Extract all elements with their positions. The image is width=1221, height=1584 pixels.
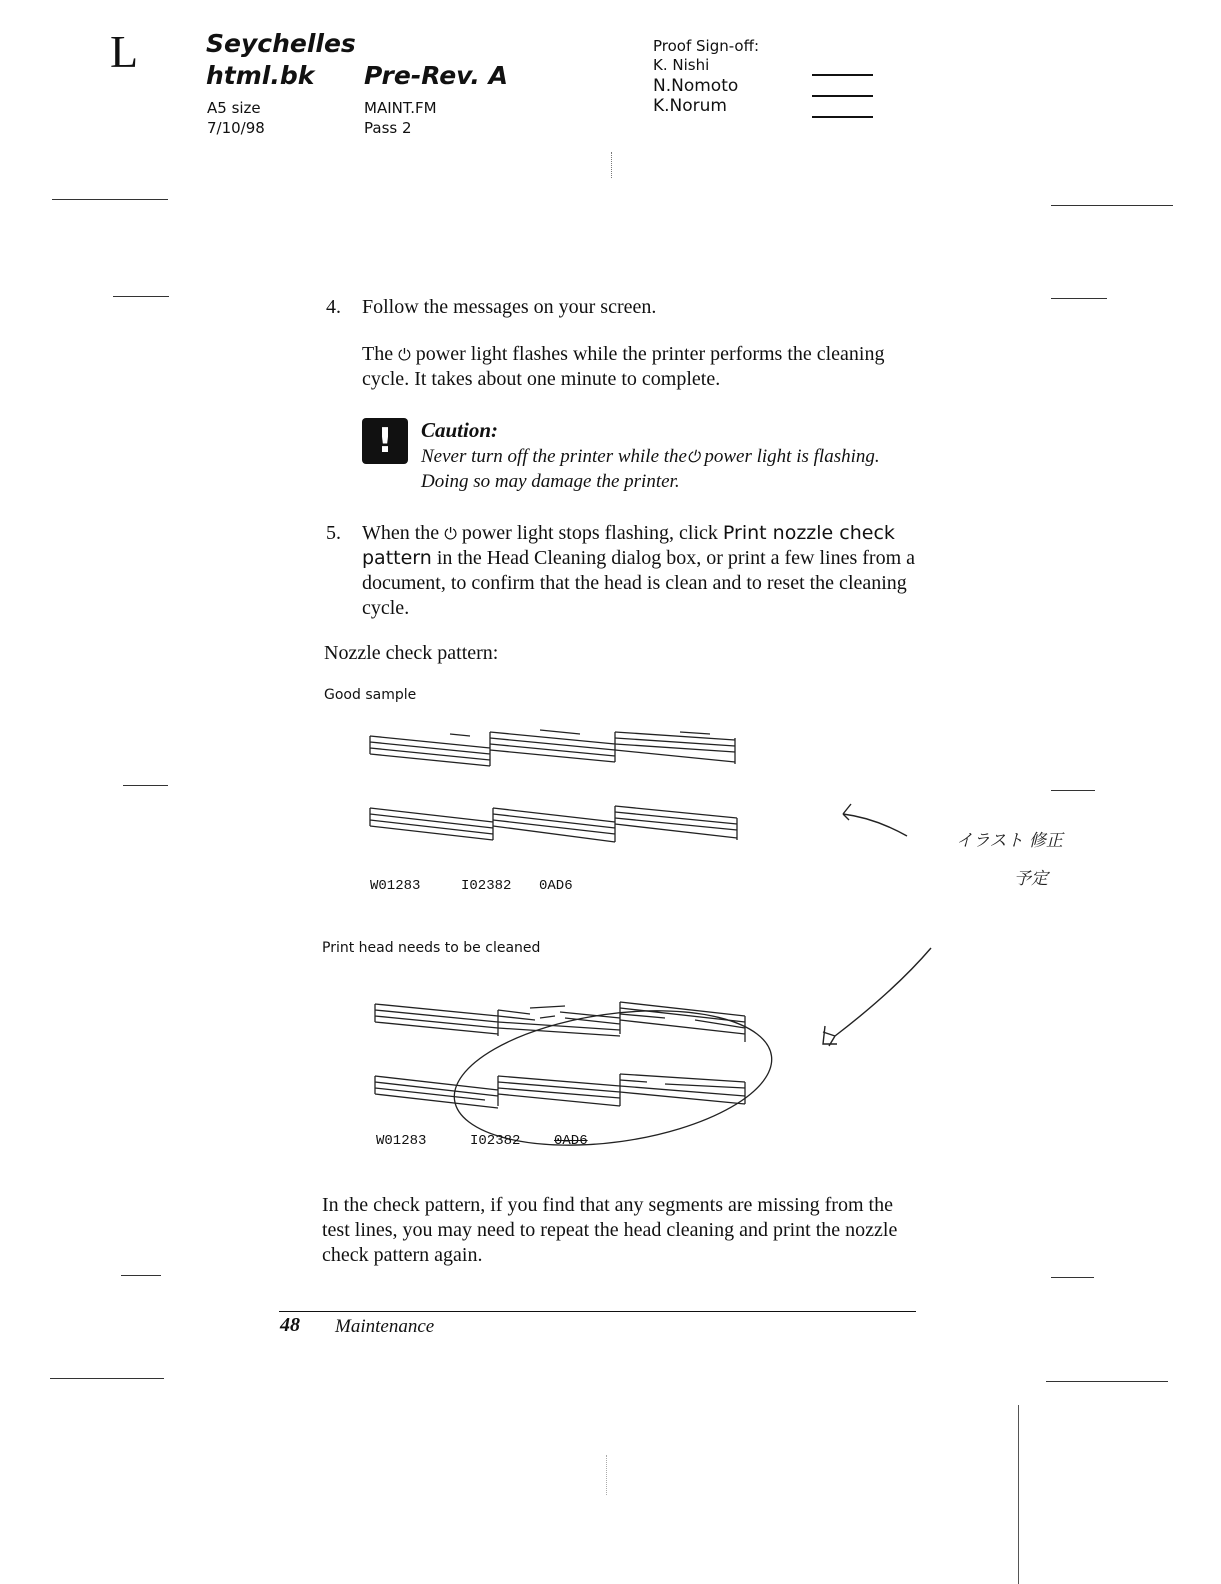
corner-letter: L xyxy=(110,26,139,77)
right-edge-line xyxy=(1018,1405,1019,1584)
good-sample-pattern xyxy=(360,728,760,868)
book-name: Seychelles xyxy=(206,29,356,58)
crop-mark xyxy=(50,1378,164,1379)
file-name: MAINT.FM xyxy=(364,99,437,117)
bad-sample-pattern xyxy=(365,996,795,1156)
pattern-row-2 xyxy=(370,806,737,842)
crop-mark xyxy=(1051,1277,1094,1278)
caution-text-line2: Doing so may damage the printer. xyxy=(421,471,680,492)
caution-icon xyxy=(362,418,408,464)
step-5-paragraph xyxy=(362,521,918,621)
good-sample-label: Good sample xyxy=(324,687,417,703)
page-number: 48 xyxy=(280,1314,300,1336)
bad-sample-label: Print head needs to be cleaned xyxy=(322,940,541,956)
center-tick-top xyxy=(611,152,612,178)
signoff-line-3 xyxy=(812,116,873,118)
crop-mark xyxy=(52,199,168,200)
pattern-row-1 xyxy=(370,730,735,766)
good-code-3: 0AD6 xyxy=(539,878,573,894)
bad-code-1: W01283 xyxy=(376,1133,427,1149)
crop-mark xyxy=(113,296,169,297)
step-5-number: 5. xyxy=(326,522,341,544)
step-4-text: Follow the messages on your screen. xyxy=(362,296,657,318)
doc-date: 7/10/98 xyxy=(207,119,265,137)
bad-code-3: 0AD6 xyxy=(554,1133,588,1149)
handwritten-arrow-left xyxy=(835,800,935,850)
caution-title: Caution: xyxy=(421,418,499,442)
power-icon: ⏻ xyxy=(686,447,700,466)
closing-paragraph: In the check pattern, if you find that any segments are missing from the test lines, you may need to repeat the head cleaning and print the nozzle check pattern again. xyxy=(322,1194,898,1266)
signoff-line-1 xyxy=(812,74,873,76)
book-file: html.bk xyxy=(206,61,315,90)
caution-mark: ! xyxy=(377,421,393,461)
handwritten-circle xyxy=(446,996,781,1156)
step-5-start: When the xyxy=(362,522,440,544)
step-4-para-rest: power light flashes while the printer performs the cleaning cycle. It takes about one minute to complete. xyxy=(362,343,885,390)
good-code-2: I02382 xyxy=(461,878,512,894)
bad-code-2: I02382 xyxy=(470,1133,521,1149)
page-size: A5 size xyxy=(207,99,261,117)
nozzle-heading: Nozzle check pattern: xyxy=(324,642,499,664)
step-5-end: in the Head Cleaning dialog box, or print a few lines from a document, to confirm that the head is clean and to reset the cleaning cycle. xyxy=(362,547,916,619)
step-4-number: 4. xyxy=(326,296,341,318)
crop-mark xyxy=(121,1275,161,1276)
center-tick-bottom xyxy=(606,1455,607,1495)
step-4-paragraph xyxy=(362,342,902,392)
signoff-line-2 xyxy=(812,95,873,97)
pass-number: Pass 2 xyxy=(364,119,412,137)
crop-mark xyxy=(1051,205,1173,206)
ui-command-print-nozzle-check: Print nozzle check pattern xyxy=(362,522,895,569)
crop-mark xyxy=(123,785,168,786)
signer-3: K.Norum xyxy=(653,96,727,116)
pattern-row-1 xyxy=(375,1002,745,1042)
proof-title: Proof Sign-off: xyxy=(653,37,759,55)
pattern-row-2 xyxy=(375,1074,745,1108)
caution-text-start: Never turn off the printer while the xyxy=(421,446,687,467)
step-5-middle: power light stops flashing, click xyxy=(461,522,718,544)
handwritten-note-line2: 予定 xyxy=(1014,869,1048,889)
good-code-1: W01283 xyxy=(370,878,421,894)
caution-text-end: power light is flashing. xyxy=(704,446,880,467)
crop-mark xyxy=(1046,1381,1168,1382)
signer-1: K. Nishi xyxy=(653,56,710,74)
caution-text xyxy=(421,444,880,469)
revision: Pre-Rev. A xyxy=(364,61,508,90)
signer-2: N.Nomoto xyxy=(653,76,739,96)
handwritten-note-line1: イラスト 修正 xyxy=(956,831,1063,851)
footer-rule xyxy=(279,1311,916,1312)
crop-mark xyxy=(1051,298,1107,299)
power-icon: ⏻ xyxy=(398,345,411,364)
power-icon: ⏻ xyxy=(444,524,457,543)
crop-mark xyxy=(1051,790,1095,791)
step-4-para-start: The xyxy=(362,343,394,365)
footer-section: Maintenance xyxy=(335,1316,435,1337)
handwritten-arrow-diagonal xyxy=(815,940,945,1050)
